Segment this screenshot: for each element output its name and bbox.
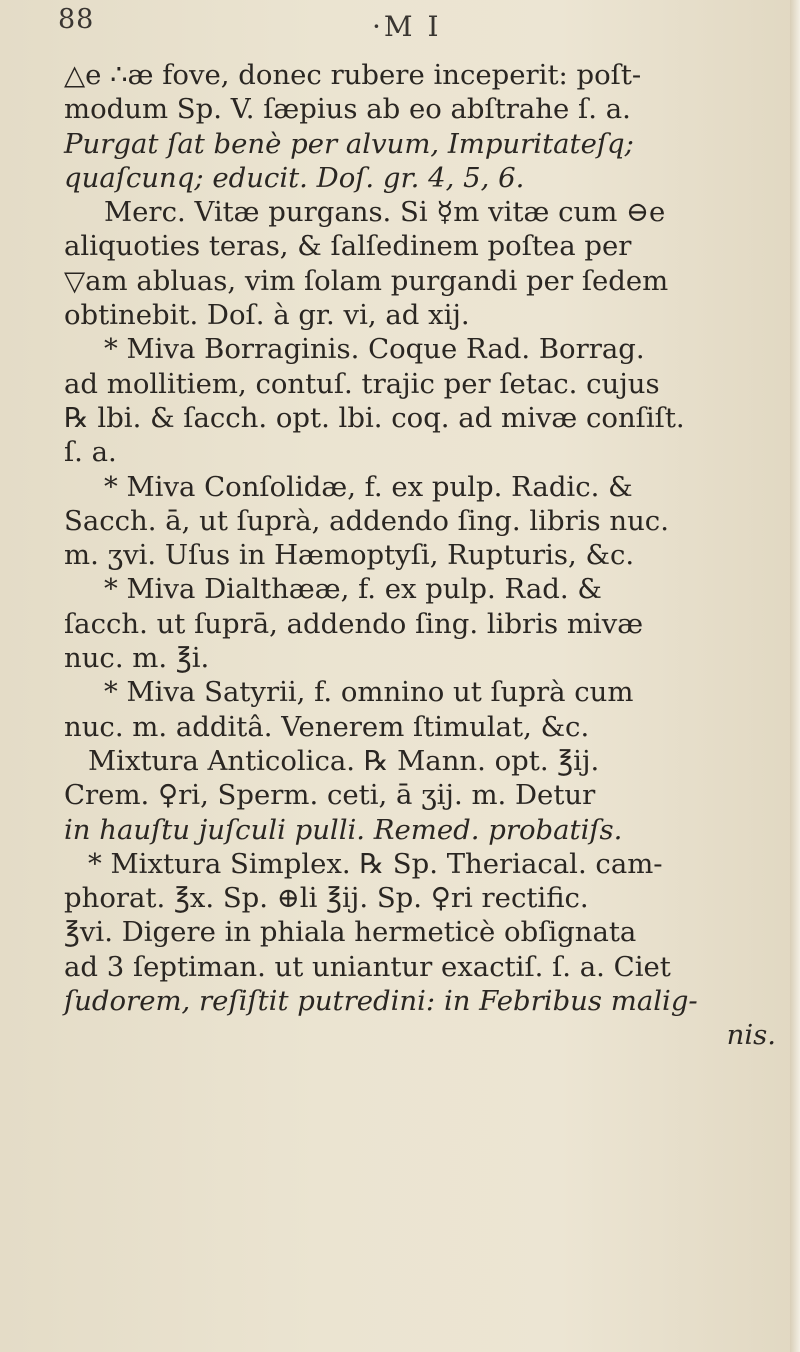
text-line: ℥vi. Digere in phiala hermeticè obſignata: [64, 916, 637, 949]
text-line: in hauſtu juſculi pulli. Remed. probatiſs.: [64, 813, 623, 846]
text-line: ad mollitiem, contuſ. trajic per ſetac. cujus: [64, 367, 660, 400]
text-line: nuc. m. additâ. Venerem ſtimulat, &c.: [64, 710, 590, 743]
text-line: * Mixtura Simplex. ℞ Sp. Theriacal. cam-: [88, 847, 663, 880]
text-line: obtinebit. Doſ. à gr. vi, ad xij.: [64, 299, 470, 332]
text-line: Crem. ♀ri, Sperm. ceti, ā ʒij. m. Detur: [64, 779, 596, 812]
text-line: quaſcunq; educit. Doſ. gr. 4, 5, 6.: [64, 161, 525, 194]
text-line: * Miva Satyrii, f. omnino ut ſuprà cum: [104, 676, 634, 709]
text-line: ad 3 ſeptiman. ut uniantur exactiſ. ſ. a. Ciet: [64, 950, 671, 983]
text-line: Purgat ſat benè per alvum, Impuritateſq;: [64, 127, 634, 160]
page-number: 88: [58, 4, 95, 35]
running-head: ·M I: [372, 10, 442, 43]
page-edge: [790, 0, 800, 1352]
text-line: * Miva Conſolidæ, f. ex pulp. Radic. &: [104, 470, 633, 503]
text-line: ſacch. ut ſuprā, addendo ſing. libris mivæ: [64, 607, 644, 640]
text-line: Merc. Vitæ purgans. Si ☿m vitæ cum ⊖e: [104, 196, 666, 229]
text-line: nuc. m. ℥i.: [64, 642, 210, 675]
text-line: aliquoties teras, & ſalſedinem poſtea per: [64, 230, 632, 263]
text-line: * Miva Dialthææ, f. ex pulp. Rad. &: [104, 573, 602, 606]
text-line: * Miva Borraginis. Coque Rad. Borrag.: [104, 333, 645, 366]
text-line: m. ʒvi. Uſus in Hæmoptyſi, Rupturis, &c.: [64, 539, 635, 572]
text-line: ſ. a.: [64, 436, 117, 469]
text-line: Mixtura Anticolica. ℞ Mann. opt. ℥ij.: [88, 744, 600, 777]
text-line: △e ∴æ fove, donec rubere inceperit: poſt-: [64, 59, 642, 91]
text-line: nis.: [726, 1019, 776, 1052]
text-line: ſudorem, reſiſtit putredini: in Febribus malig-: [64, 985, 698, 1018]
text-line: phorat. ℥x. Sp. ⊕li ℥ij. Sp. ♀ri rectific.: [64, 882, 589, 915]
text-line: ▽am abluas, vim ſolam purgandi per ſedem: [64, 264, 669, 297]
text-line: Sacch. ā, ut ſuprà, addendo ſing. libris nuc.: [64, 504, 669, 537]
body-text: [64, 58, 782, 1053]
text-line: ℞ lbi. & ſacch. opt. lbi. coq. ad mivæ conſiſt.: [64, 401, 685, 434]
text-line: modum Sp. V. ſæpius ab eo abſtrahe ſ. a.: [64, 93, 631, 126]
